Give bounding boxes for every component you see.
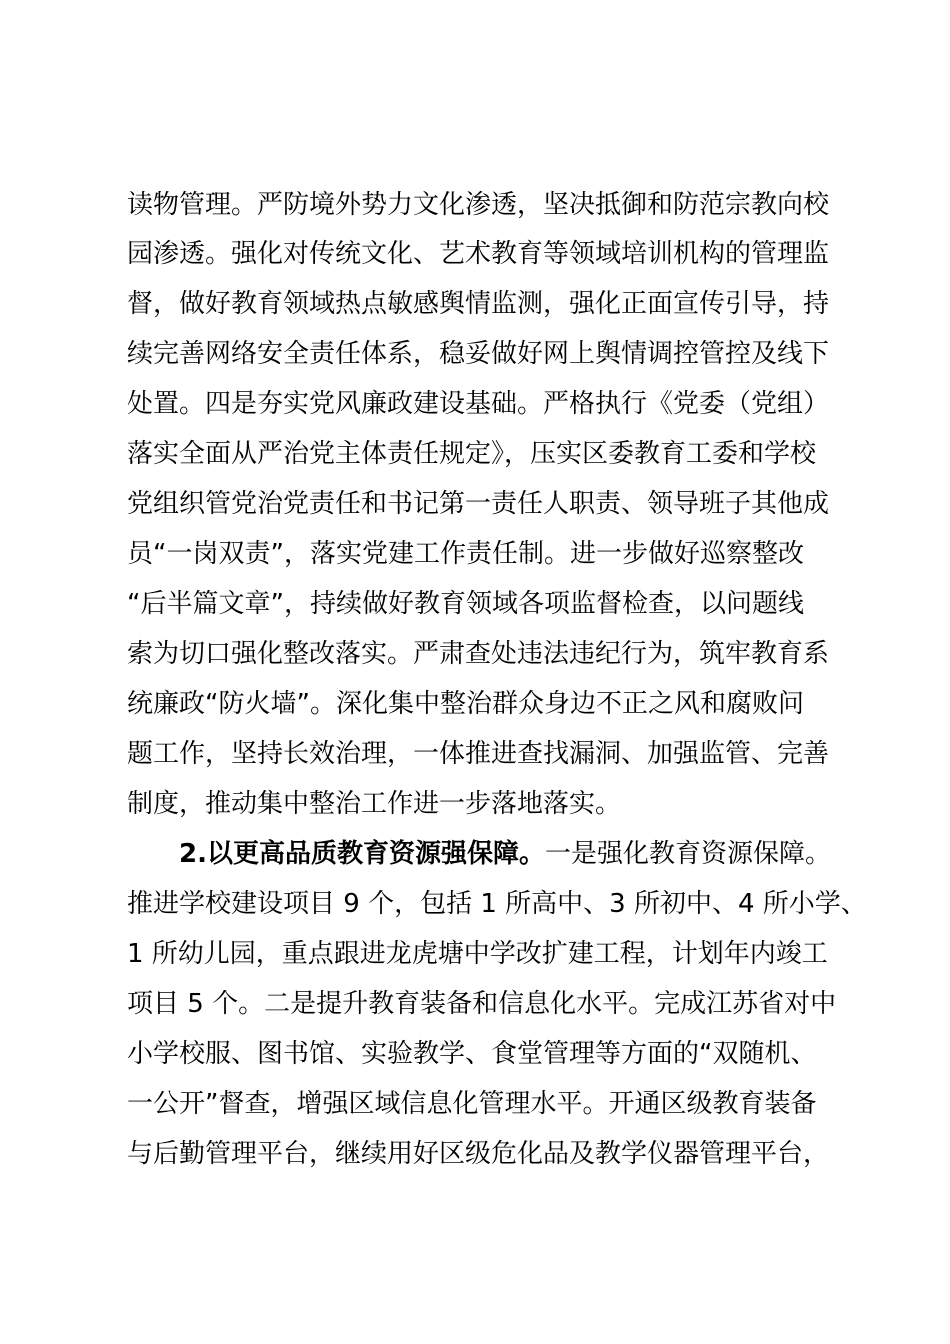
paragraph-line: 员“一岗双责”，落实党建工作责任制。进一步做好巡察整改 — [127, 539, 804, 569]
paragraph-line: 园渗透。强化对传统文化、艺术教育等领域培训机构的管理监 — [127, 239, 830, 269]
section-2-first-line-text: 一是强化教育资源保障。 — [544, 839, 831, 869]
paragraph-line: 1 所幼儿园，重点跟进龙虎塘中学改扩建工程，计划年内竣工 — [127, 939, 828, 969]
paragraph-line: “后半篇文章”，持续做好教育领域各项监督检查，以问题线 — [127, 589, 804, 619]
paragraph-line: 索为切口强化整改落实。严肃查处违法违纪行为，筑牢教育系 — [127, 639, 830, 669]
paragraph-line: 项目 5 个。二是提升教育装备和信息化水平。完成江苏省对中 — [127, 989, 837, 1019]
paragraph-line: 督，做好教育领域热点敏感舆情监测，强化正面宣传引导，持 — [127, 289, 830, 319]
paragraph-line: 与后勤管理平台，继续用好区级危化品及教学仪器管理平台， — [127, 1139, 830, 1169]
section-2-first-line — [179, 829, 899, 879]
paragraph-line: 落实全面从严治党主体责任规定》，压实区委教育工委和学校 — [127, 439, 817, 469]
paragraph-line: 制度，推动集中整治工作进一步落地落实。 — [127, 789, 622, 819]
paragraph-line: 题工作，坚持长效治理，一体推进查找漏洞、加强监管、完善 — [127, 739, 830, 769]
section-2-heading: 2.以更高品质教育资源强保障。 — [179, 839, 545, 869]
paragraph-line: 推进学校建设项目 9 个，包括 1 所高中、3 所初中、4 所小学、 — [127, 889, 867, 919]
paragraph-line: 一公开”督查，增强区域信息化管理水平。开通区级教育装备 — [127, 1089, 817, 1119]
paragraph-line: 党组织管党治党责任和书记第一责任人职责、领导班子其他成 — [127, 489, 830, 519]
paragraph-line: 处置。四是夯实党风廉政建设基础。严格执行《党委（党组） — [127, 389, 830, 419]
paragraph-line: 读物管理。严防境外势力文化渗透，坚决抵御和防范宗教向校 — [127, 190, 830, 220]
paragraph-line: 小学校服、图书馆、实验教学、食堂管理等方面的“双随机、 — [127, 1039, 817, 1069]
paragraph-line: 统廉政“防火墙”。深化集中整治群众身边不正之风和腐败问 — [127, 689, 804, 719]
paragraph-line: 续完善网络安全责任体系，稳妥做好网上舆情调控管控及线下 — [127, 339, 830, 369]
